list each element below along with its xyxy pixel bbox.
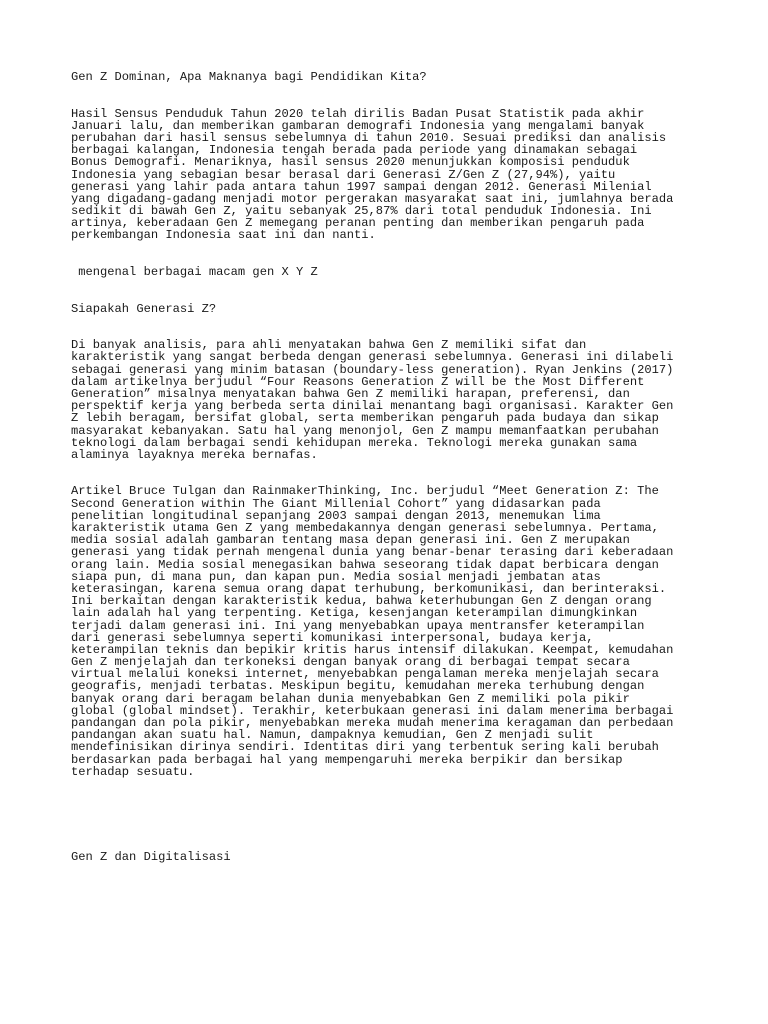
text-line: banyak orang dari beragam belahan dunia menyebabkan Gen Z memiliki pola pikir: [71, 691, 630, 706]
paragraph-census: [71, 108, 711, 242]
section-heading-digitalisasi: Gen Z dan Digitalisasi: [71, 849, 231, 864]
spacer: [71, 778, 711, 851]
text-line: Z lebih beragam, bersifat global, serta memberikan pengaruh pada budaya dan sikap: [71, 411, 659, 426]
text-line: Januari lalu, dan memberikan gambaran demografi Indonesia yang mengalami banyak: [71, 118, 645, 133]
text-line: Artikel Bruce Tulgan dan RainmakerThinking, Inc. berjudul “Meet Generation Z: The: [71, 484, 659, 499]
image-caption: mengenal berbagai macam gen X Y Z: [71, 265, 318, 280]
text-line: dari generasi sebelumnya seperti komunikasi interpersonal, budaya kerja,: [71, 630, 594, 645]
text-line: yang digadang-gadang menjadi motor pergerakan masyarakat saat ini, jumlahnya berada: [71, 191, 674, 206]
spacer: [71, 315, 711, 339]
text-line: sebagai generasi yang minim batasan (boundary-less generation). Ryan Jenkins (2017): [71, 362, 674, 377]
section-heading-gen-z: Siapakah Generasi Z?: [71, 301, 217, 316]
text-line: virtual melalui koneksi internet, menyebabkan pengalaman mereka menjelajah secara: [71, 667, 659, 682]
text-line: berbagai kalangan, Indonesia tengah berada pada periode yang dinamakan sebagai: [71, 143, 638, 158]
text-line: perspektif kerja yang berbeda serta dinilai menantang bagi organisasi. Karakter Gen: [71, 399, 674, 414]
text-line: global (global mindset). Terakhir, keterbukaan generasi ini dalam menerima berbagai: [71, 703, 674, 718]
spacer: [71, 83, 711, 107]
text-line: orang lain. Media sosial menegasikan bahwa seseorang tidak dapat berbicara dengan: [71, 557, 659, 572]
text-line: Hasil Sensus Penduduk Tahun 2020 telah dirilis Badan Pusat Statistik pada akhir: [71, 106, 645, 121]
text-line: Generation” misalnya menyatakan bahwa Gen Z memiliki harapan, preferensi, dan: [71, 386, 630, 401]
text-line: karakteristik utama Gen Z yang membedakannya dengan generasi sebelumnya. Pertama,: [71, 521, 659, 536]
spacer: [71, 242, 711, 266]
text-line: terhadap sesuatu.: [71, 764, 195, 779]
text-line: Di banyak analisis, para ahli menyatakan bahwa Gen Z memiliki sifat dan: [71, 338, 587, 353]
text-line: keterasingan, karena semua orang dapat terhubung, berkomunikasi, dan berinteraksi.: [71, 581, 667, 596]
spacer: [71, 461, 711, 485]
text-line: perubahan dari hasil sensus sebelumnya di tahun 2010. Sesuai prediksi dan analisis: [71, 130, 667, 145]
text-line: pandangan akan suatu hal. Namun, dampaknya kemudian, Gen Z menjadi sulit: [71, 728, 594, 743]
text-line: terjadi dalam generasi ini. Ini yang menyebabkan upaya mentransfer keterampilan: [71, 618, 645, 633]
text-line: siapa pun, di mana pun, dan kapan pun. Media sosial menjadi jembatan atas: [71, 569, 601, 584]
text-line: karakteristik yang sangat berbeda dengan generasi sebelumnya. Generasi ini dilabeli: [71, 350, 674, 365]
text-line: berdasarkan pada berbagai hal yang mempengaruhi mereka berpikir dan bersikap: [71, 752, 623, 767]
text-line: Ini berkaitan dengan karakteristik kedua, bahwa keterhubungan Gen Z dengan orang: [71, 594, 652, 609]
text-line: keterampilan teknis dan bepikir kritis harus intensif dilakukan. Keempat, kemudahan: [71, 642, 674, 657]
text-line: pandangan dan pola pikir, menyebabkan mereka mudah menerima keragaman dan perbedaan: [71, 716, 674, 731]
text-line: generasi yang tidak pernah mengenal dunia yang benar-benar terasing dari keberadaan: [71, 545, 674, 560]
spacer: [71, 278, 711, 302]
text-line: sedikit di bawah Gen Z, yaitu sebanyak 25,87% dari total penduduk Indonesia. Ini: [71, 204, 652, 219]
paragraph-gen-z-traits: [71, 339, 711, 461]
text-line: Second Generation within The Giant Millenial Cohort” yang didasarkan pada: [71, 496, 601, 511]
document-page: [71, 71, 711, 863]
text-line: alaminya layaknya mereka bernafas.: [71, 447, 318, 462]
text-line: geografis, menjadi terbatas. Meskipun begitu, kemudahan mereka terhubung dengan: [71, 679, 645, 694]
text-line: Indonesia yang sebagian besar berasal dari Generasi Z/Gen Z (27,94%), yaitu: [71, 167, 616, 182]
text-line: Gen Z menjelajah dan terkoneksi dengan banyak orang di berbagai tempat secara: [71, 655, 630, 670]
text-line: dalam artikelnya berjudul “Four Reasons Generation Z will be the Most Different: [71, 374, 645, 389]
text-line: mendefinisikan dirinya sendiri. Identitas diri yang terbentuk sering kali berubah: [71, 740, 659, 755]
text-line: penelitian longitudinal sepanjang 2003 sampai dengan 2013, menemukan lima: [71, 508, 601, 523]
paragraph-tulgan: [71, 485, 711, 778]
document-title: Gen Z Dominan, Apa Maknanya bagi Pendidikan Kita?: [71, 70, 427, 84]
text-line: perkembangan Indonesia saat ini dan nanti.: [71, 228, 376, 243]
text-line: generasi yang lahir pada antara tahun 1997 sampai dengan 2012. Generasi Milenial: [71, 179, 652, 194]
text-line: artinya, keberadaan Gen Z memegang peranan penting dan memberikan pengaruh pada: [71, 216, 645, 231]
text-line: lain adalah hal yang terpenting. Ketiga, kesenjangan keterampilan dimungkinkan: [71, 606, 638, 621]
text-line: media sosial adalah gambaran tentang masa depan generasi ini. Gen Z merupakan: [71, 533, 630, 548]
text-line: Bonus Demografi. Menariknya, hasil sensus 2020 menunjukkan komposisi penduduk: [71, 155, 630, 170]
text-line: teknologi dalam berbagai sendi kehidupan mereka. Teknologi mereka gunakan sama: [71, 435, 638, 450]
text-line: masyarakat kebanyakan. Satu hal yang menonjol, Gen Z mampu memanfaatkan perubahan: [71, 423, 659, 438]
